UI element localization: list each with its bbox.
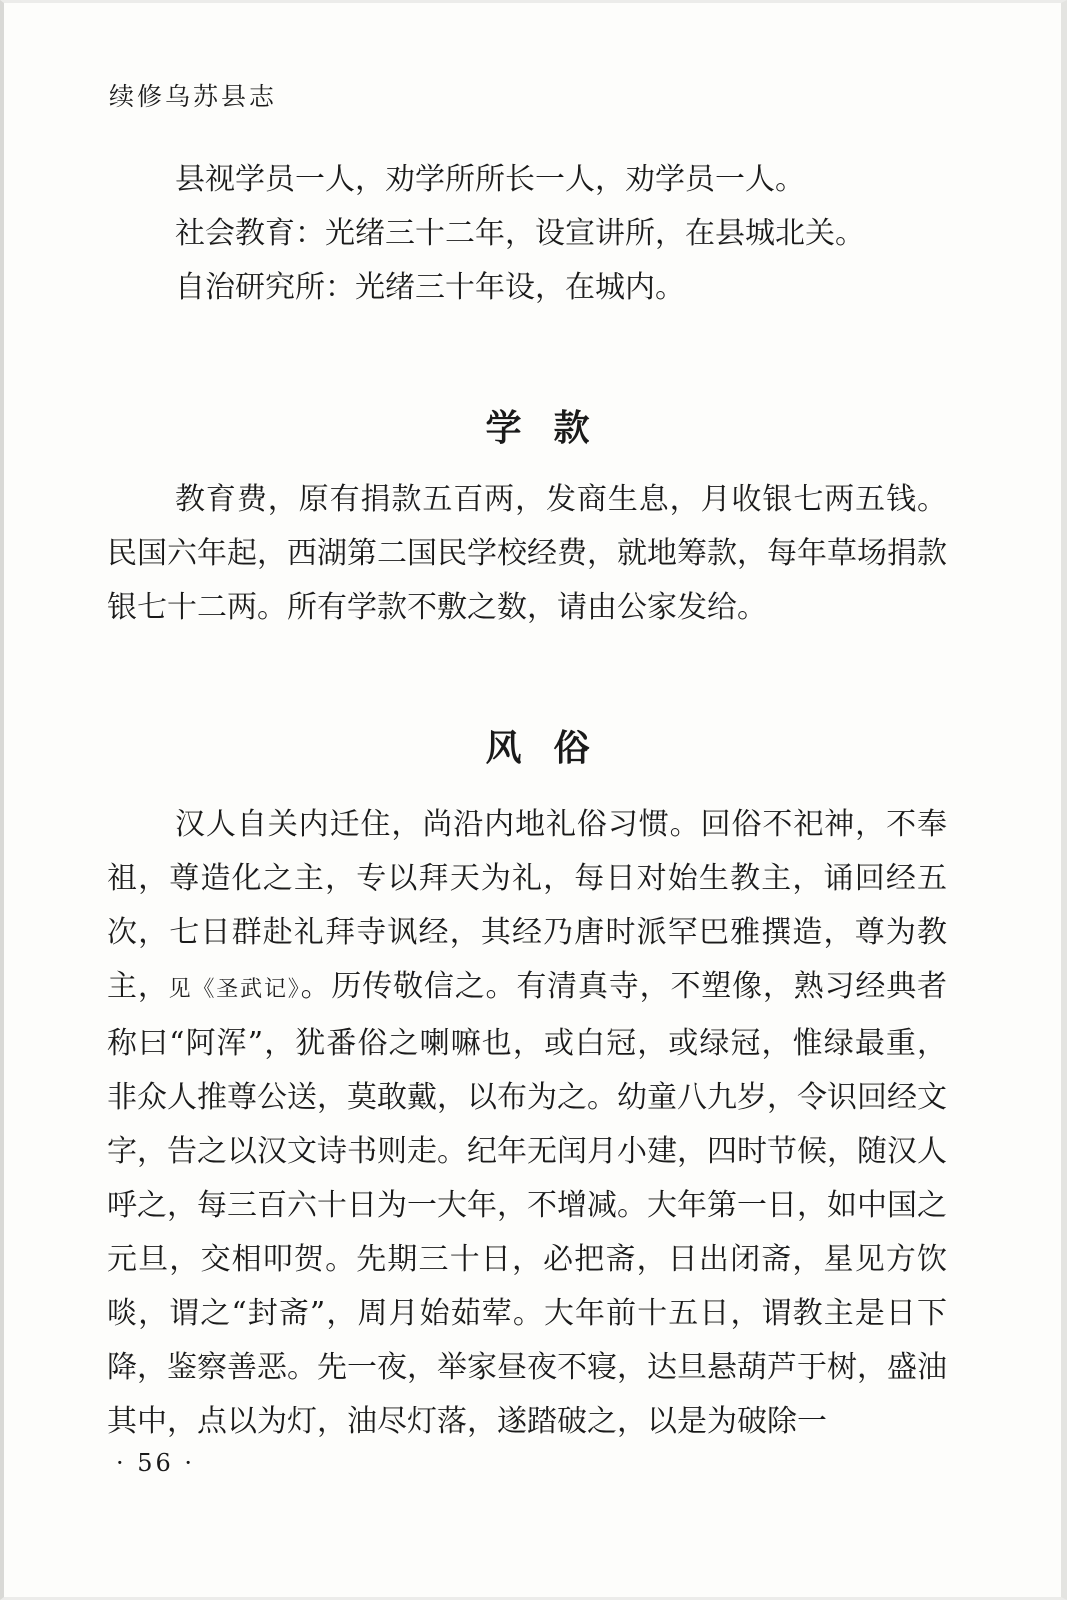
section-body-xuekuan (107, 473, 947, 635)
section-body-fengsu (107, 798, 947, 1449)
page-number: · 56 · (116, 1449, 196, 1477)
intro-line-2: 社会教育：光绪三十二年，设宣讲所，在县城北关。 (175, 216, 865, 251)
intro-line-3: 自治研究所：光绪三十年设，在城内。 (175, 270, 685, 305)
citation-note: 见《圣武记》 (168, 977, 301, 1002)
intro-block (107, 153, 947, 315)
fengsu-paragraph (107, 798, 947, 1449)
xuekuan-paragraph: 教育费，原有捐款五百两，发商生息，月收银七两五钱。民国六年起，西湖第二国民学校经费，就地筹款，每年草场捐款银七十二两。所有学款不敷之数，请由公家发给。 (107, 482, 947, 625)
fengsu-text-part-1: 汉人自关内迁住，尚沿内地礼俗习惯。回俗不祀神，不奉祖，尊造化之主，专以拜天为礼，每日对始生教主，诵回经五次，七日群赴礼拜寺讽经，其经乃唐时派罕巴雅撰造，尊为教主， (107, 807, 947, 1004)
section-title-fengsu: 风俗 (485, 728, 622, 769)
intro-line-1: 县视学员一人，劝学所所长一人，劝学员一人。 (175, 162, 805, 197)
fengsu-text-part-2: 。历传敬信之。有清真寺，不塑像，熟习经典者称曰“阿浑”，犹番俗之喇嘛也，或白冠，或绿冠，惟绿最重，非众人推尊公送，莫敢戴，以布为之。幼童八九岁，令识回经文字，告之以汉文诗书则走。纪年无闰月小建，四时节候，随汉人呼之，每三百六十日为一大年，不增减。大年第一日，如中国之元旦，交相叩贺。先期三十日，必把斋，日出闭斋，星见方饮啖，谓之“封斋”，周月始茹荤。大年前十五日，谓教主是日下降，鉴察善恶。先一夜，举家昼夜不寝，达旦悬葫芦于树，盛油其中，点以为灯，油尽灯落，遂踏破之，以是为破除一 (107, 969, 948, 1439)
running-head: 续修乌苏县志 (109, 82, 278, 111)
section-title-xuekuan: 学款 (485, 408, 622, 449)
